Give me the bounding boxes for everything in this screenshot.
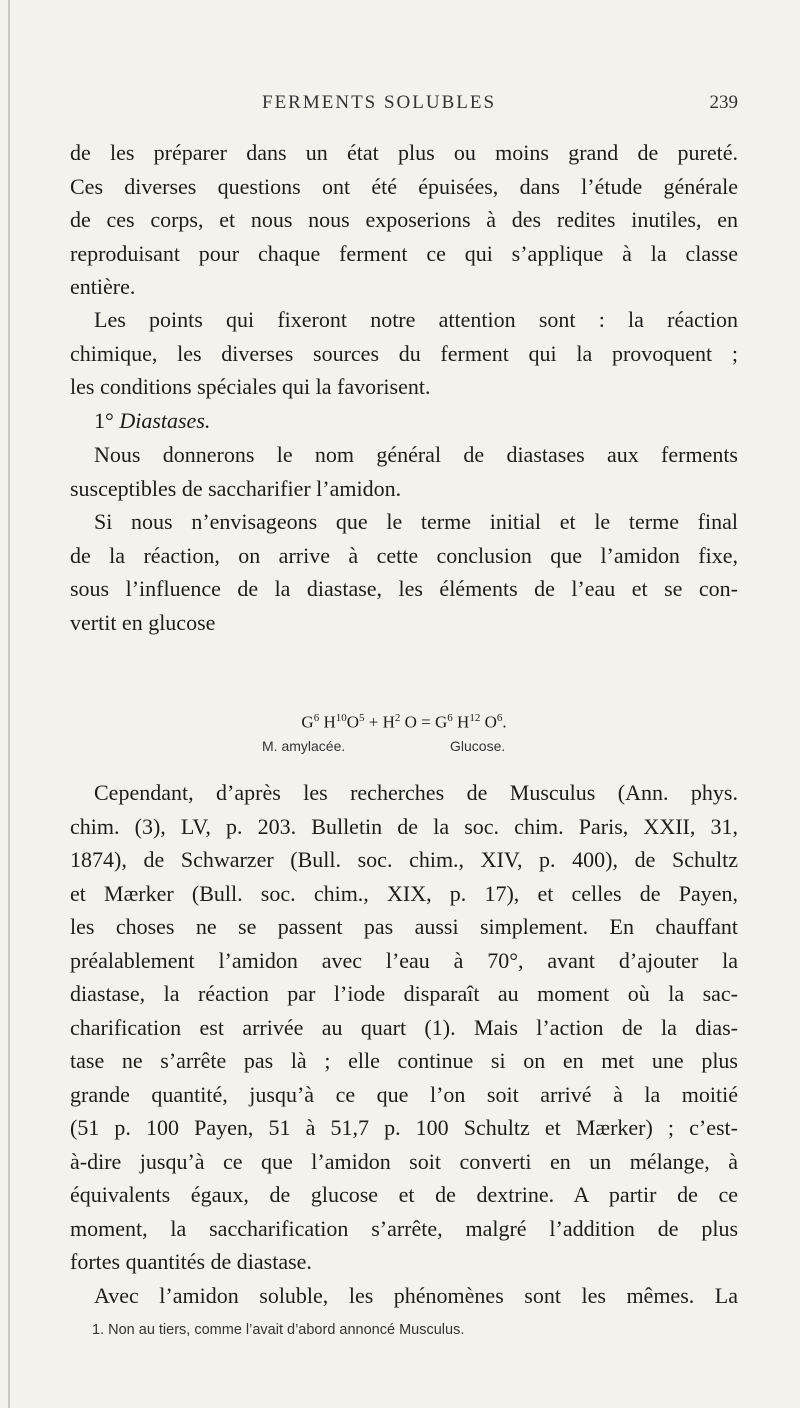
heading-line	[70, 404, 738, 438]
section-heading	[70, 404, 738, 438]
paragraph-2	[70, 303, 738, 404]
formula-operator: +	[368, 712, 379, 732]
text-line: Ces diverses questions ont été épuisées, dans l’étude générale	[70, 173, 738, 199]
paragraph-3	[70, 438, 738, 505]
text-line: reproduisant pour chaque ferment ce qui s’applique à la classe	[70, 240, 738, 266]
text-line: grande quantité, jusqu’à ce que l’on soit arrivé à la moitié	[70, 1081, 738, 1107]
formula-symbol: O	[404, 712, 417, 732]
formula-period: .	[502, 712, 507, 732]
text-line: Nous donnerons le nom général de diastases aux ferments	[94, 442, 738, 467]
caption-starch: M. amylacée.	[262, 738, 346, 754]
text-line: 1874), de Schwarzer (Bull. soc. chim., XIV, p. 400), de Schultz	[70, 847, 738, 872]
text-line: charification est arrivée au quart (1). Mais l’action de la dias-	[70, 1014, 738, 1040]
formula-symbol: H	[382, 712, 395, 732]
formula-symbol: O	[484, 712, 497, 732]
text-line: susceptibles de saccharifier l’amidon.	[70, 475, 402, 501]
section-number: 1°	[94, 408, 114, 433]
formula-symbol: H	[323, 712, 336, 732]
paragraph-6	[70, 1279, 738, 1313]
paragraph-1	[70, 136, 738, 304]
formula-index: 5	[359, 712, 365, 724]
page-number: 239	[709, 92, 738, 113]
text-line: Avec l’amidon soluble, les phénomènes sont les mêmes. La	[94, 1283, 738, 1308]
text-line: Les points qui fixeront notre attention sont : la réaction	[94, 307, 738, 332]
formula-index: 6	[313, 712, 320, 724]
text-line: et Mærker (Bull. soc. chim., XIX, p. 17), et celles de Payen,	[70, 880, 738, 906]
footnote: 1. Non au tiers, comme l’avait d’abord annoncé Musculus.	[92, 1322, 465, 1338]
formula-symbol: G	[301, 712, 314, 732]
formula-symbol: O	[346, 712, 359, 732]
formula-symbol: H	[457, 712, 470, 732]
text-line: vertit en glucose	[70, 609, 216, 635]
text-line: Si nous n’envisageons que le terme initial et le terme final	[94, 509, 738, 534]
text-line: moment, la saccharification s’arrête, malgré l’addition de plus	[70, 1215, 738, 1241]
page-edge-shadow	[8, 0, 10, 1408]
text-line: fortes quantités de diastase.	[70, 1249, 312, 1274]
formula-symbol: G	[435, 712, 448, 732]
text-line: de les préparer dans un état plus ou moins grand de pureté.	[70, 140, 738, 165]
text-line: à-dire jusqu’à ce que l’amidon soit converti en un mélange, à	[70, 1148, 738, 1174]
formula-operator: =	[421, 712, 431, 732]
chemical-equation	[70, 712, 738, 733]
text-line: les conditions spéciales qui la favorisent.	[70, 374, 431, 399]
text-line: chim. (3), LV, p. 203. Bulletin de la soc. chim. Paris, XXII, 31,	[70, 813, 738, 839]
paragraph-5	[70, 776, 738, 1279]
caption-glucose: Glucose.	[450, 738, 506, 754]
text-line: de ces corps, et nous nous exposerions à des redites inutiles, en	[70, 207, 738, 232]
text-line: Cependant, d’après les recherches de Musculus (Ann. phys.	[94, 780, 738, 805]
formula-index: 2	[394, 712, 401, 724]
text-line: (51 p. 100 Payen, 51 à 51,7 p. 100 Schultz et Mærker) ; c’est-	[70, 1115, 738, 1140]
text-line: tase ne s’arrête pas là ; elle continue si on en met une plus	[70, 1048, 738, 1073]
text-line: de la réaction, on arrive à cette conclusion que l’amidon fixe,	[70, 542, 738, 568]
section-title: Diastases.	[119, 408, 211, 433]
text-line: chimique, les diverses sources du ferment qui la provoquent ;	[70, 340, 738, 366]
text-line: les choses ne se passent pas aussi simplement. En chauffant	[70, 914, 738, 939]
paragraph-4	[70, 505, 738, 639]
text-line: entière.	[70, 274, 136, 299]
formula-index: 12	[469, 712, 481, 724]
text-line: équivalents égaux, de glucose et de dextrine. A partir de ce	[70, 1182, 738, 1207]
text-line: sous l’influence de la diastase, les éléments de l’eau et se con-	[70, 576, 738, 601]
formula-index: 6	[447, 712, 453, 724]
formula-index: 10	[335, 712, 347, 724]
text-line: diastase, la réaction par l’iode disparaît au moment où la sac-	[70, 981, 738, 1006]
formula-index: 6	[496, 712, 503, 724]
running-title: FERMENTS SOLUBLES	[262, 92, 497, 113]
text-line: préalablement l’amidon avec l’eau à 70°, avant d’ajouter la	[70, 947, 738, 973]
